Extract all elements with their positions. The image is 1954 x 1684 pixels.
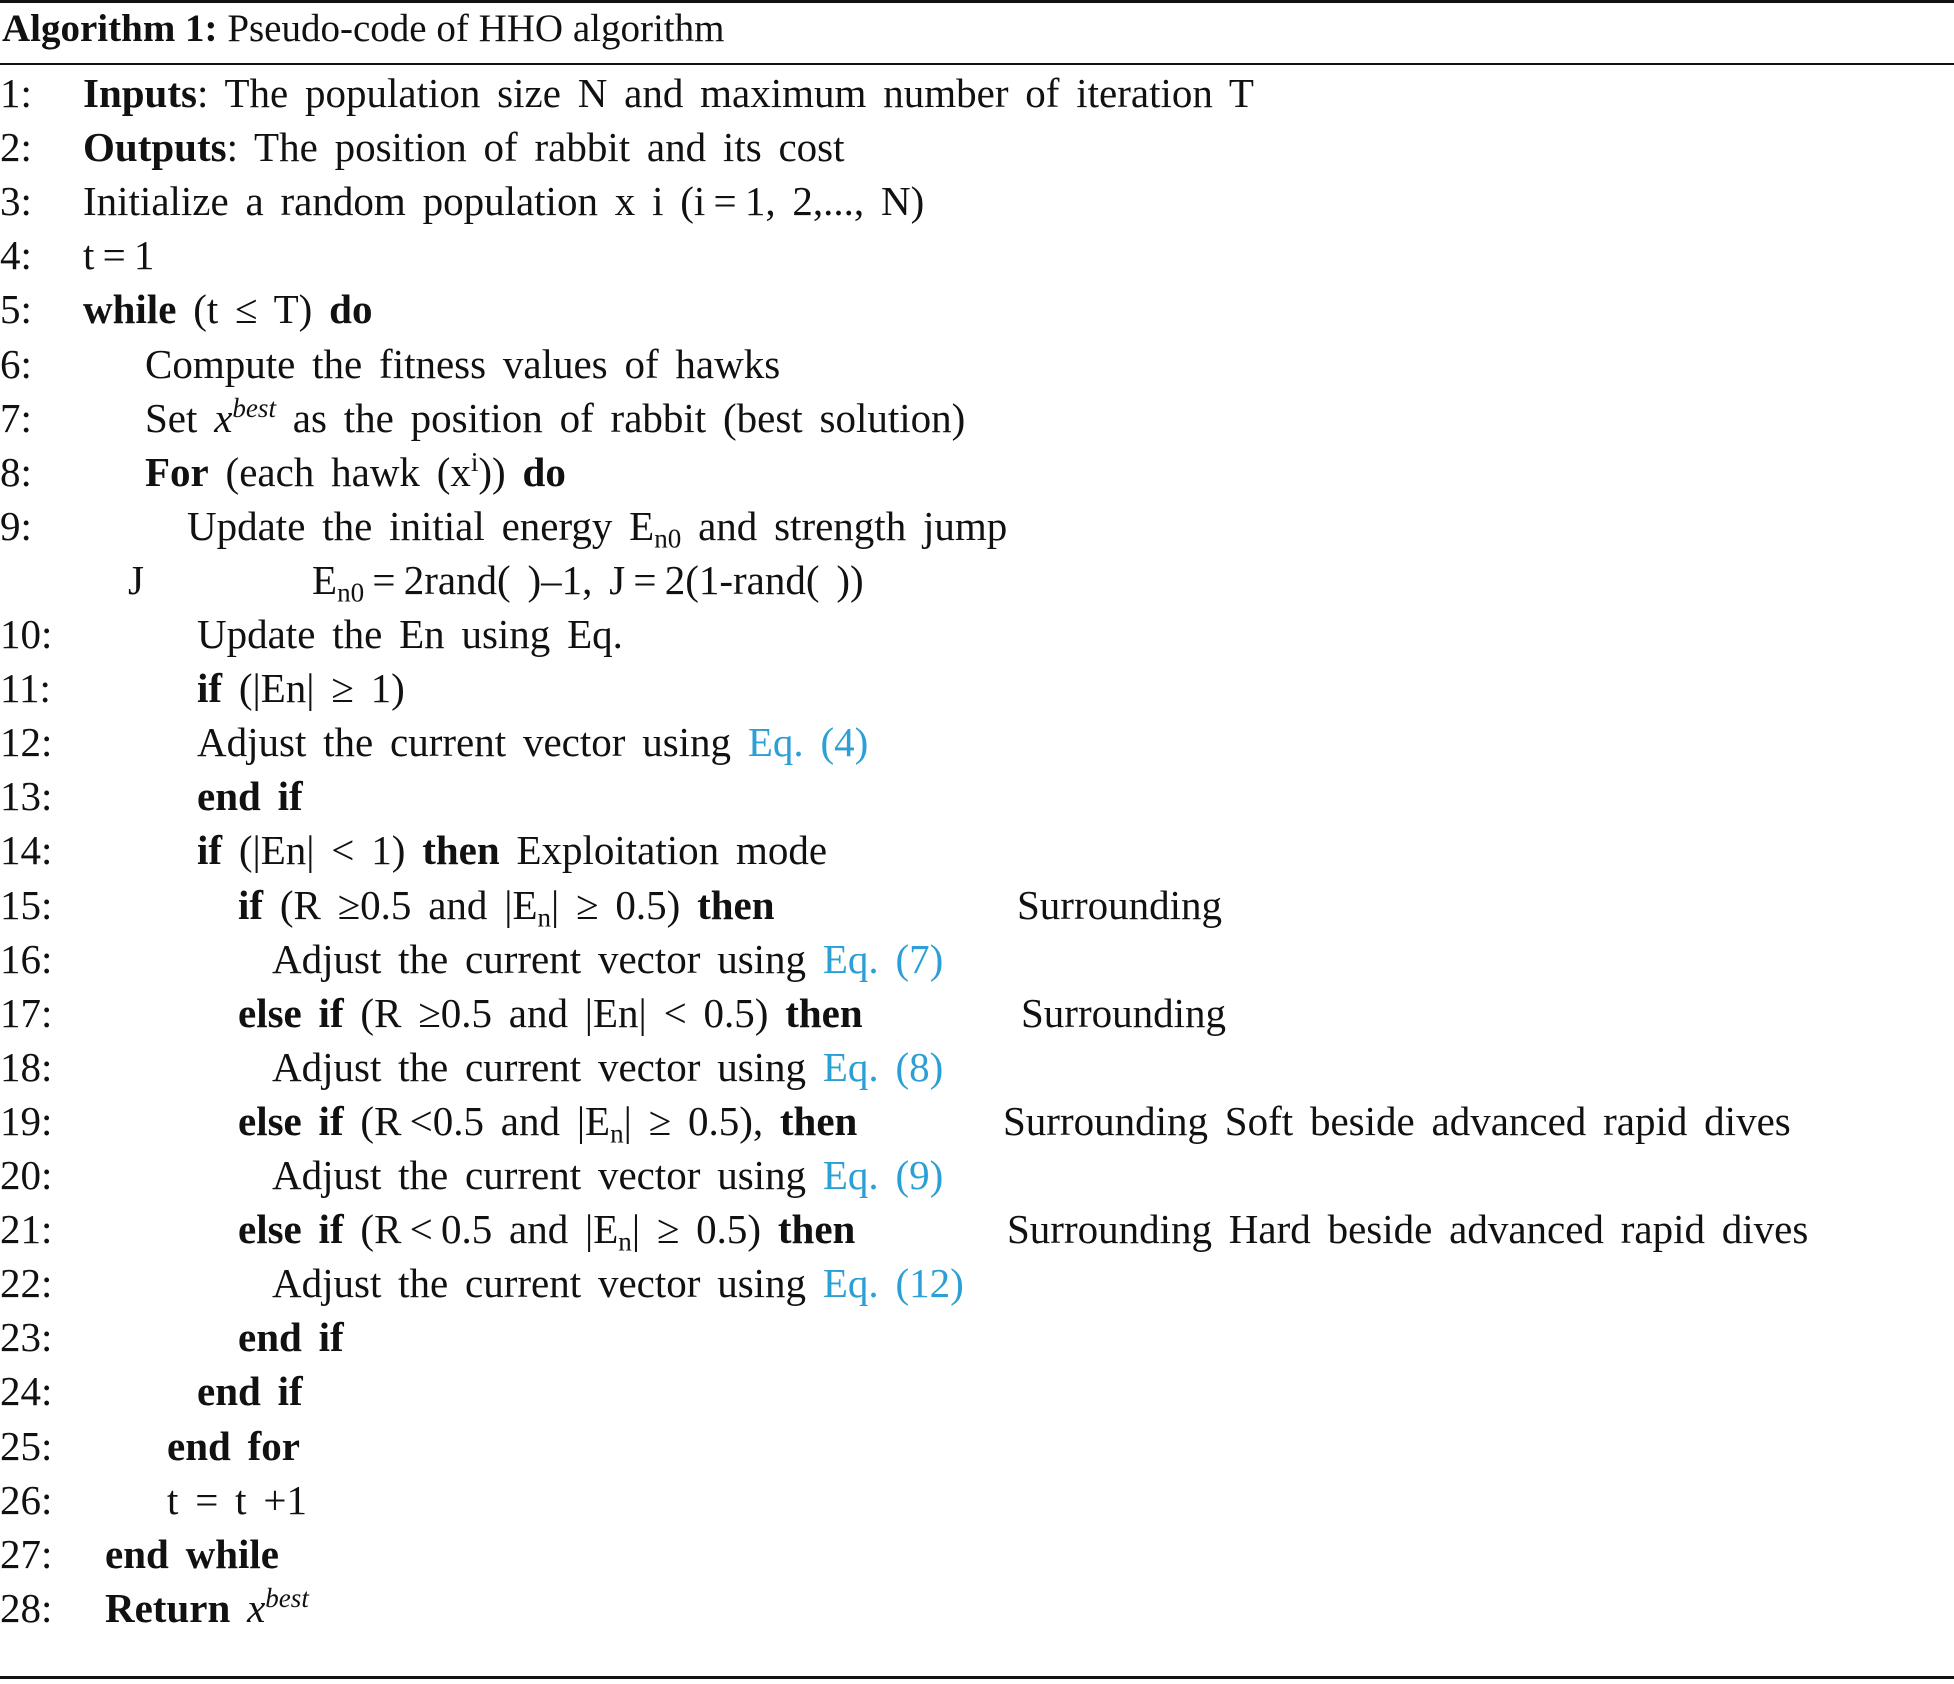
line-number: 21: — [0, 1206, 53, 1253]
line-text — [145, 337, 780, 391]
line-text — [238, 1094, 857, 1148]
code-text: x — [247, 1584, 266, 1631]
code-text: Update the En using Eq. — [197, 611, 623, 657]
keyword: if — [197, 665, 223, 712]
keyword: do — [522, 448, 566, 495]
code-text: Adjust the current vector using — [197, 719, 748, 766]
code-text: Adjust the current vector using — [272, 1043, 823, 1090]
line-number: 17: — [0, 989, 53, 1036]
code-text: n — [537, 902, 552, 933]
code-text: J E — [128, 556, 338, 603]
code-text: Adjust the current vector using — [272, 935, 823, 982]
line-number: 16: — [0, 935, 53, 982]
line-number: 18: — [0, 1043, 53, 1090]
line-text — [167, 1473, 307, 1527]
code-text: i — [470, 446, 479, 477]
line-text — [83, 66, 1254, 120]
line-text — [187, 499, 1007, 553]
line-text — [272, 932, 943, 986]
line-number: 22: — [0, 1260, 53, 1307]
keyword: if — [238, 881, 264, 928]
code-text: | ≥ 0.5) — [631, 1206, 778, 1253]
line-number: 19: — [0, 1097, 53, 1144]
code-text: Adjust the current vector using — [272, 1152, 823, 1198]
line-number: 25: — [0, 1422, 53, 1469]
keyword: end for — [167, 1422, 300, 1469]
line-number: 9: — [0, 502, 32, 549]
code-text: n0 — [654, 523, 682, 554]
line-number: 8: — [0, 448, 32, 495]
keyword: else if — [238, 989, 344, 1036]
mode-annotation: Surrounding Soft beside advanced rapid dives — [1003, 1097, 1791, 1144]
line-text — [105, 1581, 309, 1635]
keyword: then — [785, 989, 863, 1036]
keyword: do — [329, 286, 373, 333]
code-text: : The population size N and maximum number of iteration T — [196, 70, 1254, 116]
line-text — [145, 445, 566, 499]
line-text — [83, 228, 154, 282]
code-text: as the position of rabbit (best solution) — [275, 394, 966, 441]
keyword: while — [83, 286, 177, 333]
line-number: 4: — [0, 232, 32, 279]
code-text: n — [610, 1118, 624, 1149]
code-text: n — [618, 1226, 632, 1257]
line-text — [197, 607, 623, 661]
equation-link[interactable]: Eq. (8) — [822, 1043, 944, 1090]
line-number: 12: — [0, 719, 53, 766]
line-number: 20: — [0, 1152, 53, 1198]
line-number: 10: — [0, 611, 53, 657]
line-text — [272, 1040, 943, 1094]
line-number: 1: — [0, 70, 32, 116]
code-text: | ≥ 0.5) — [551, 881, 698, 928]
line-text — [83, 282, 372, 336]
line-text — [238, 986, 863, 1040]
algorithm-title: Pseudo-code of HHO algorithm — [227, 7, 725, 50]
code-text: n0 — [337, 577, 365, 608]
code-text: t = t +1 — [167, 1476, 307, 1523]
line-number: 26: — [0, 1476, 53, 1523]
equation-link[interactable]: Eq. (9) — [822, 1152, 944, 1198]
line-text — [197, 661, 405, 715]
line-text — [272, 1256, 964, 1310]
keyword: then — [422, 827, 500, 874]
line-text — [197, 769, 303, 823]
line-text — [83, 120, 845, 174]
keyword: Outputs — [83, 124, 227, 171]
code-text: best — [232, 392, 276, 423]
keyword: end if — [197, 1368, 303, 1415]
code-text: best — [265, 1582, 309, 1613]
keyword: Inputs — [83, 70, 197, 116]
code-text: (R < 0.5 and |E — [343, 1206, 619, 1253]
line-number: 13: — [0, 773, 53, 820]
line-number: 7: — [0, 394, 32, 441]
mode-annotation: Surrounding — [1021, 989, 1226, 1036]
line-text — [197, 1364, 303, 1418]
code-text: Compute the fitness values of hawks — [145, 340, 781, 387]
code-text: (R <0.5 and |E — [343, 1097, 611, 1144]
code-text: (R ≥0.5 and |E — [263, 881, 538, 928]
mode-annotation: Surrounding Hard beside advanced rapid dives — [1007, 1206, 1809, 1253]
line-number: 3: — [0, 178, 32, 225]
code-text: t = 1 — [83, 232, 155, 279]
code-text: = 2rand( )–1, J = 2(1-rand( )) — [364, 556, 864, 603]
mode-annotation: Surrounding — [1017, 881, 1222, 928]
line-number: 24: — [0, 1368, 53, 1415]
code-text: (each hawk (x — [208, 448, 471, 495]
code-text: : The position of rabbit and its cost — [226, 124, 845, 171]
line-text — [238, 1202, 855, 1256]
keyword: then — [777, 1206, 856, 1253]
equation-link[interactable]: Eq. (7) — [822, 935, 944, 982]
code-text: Initialize a random population x i (i = 1, 2,..., N) — [83, 178, 925, 225]
code-text — [230, 1585, 247, 1631]
line-text — [197, 715, 868, 769]
line-number: 11: — [0, 665, 51, 712]
code-text: Adjust the current vector using — [272, 1260, 823, 1307]
code-text: Update the initial energy E — [187, 502, 655, 549]
keyword: else if — [238, 1206, 344, 1253]
keyword: Return — [105, 1584, 231, 1631]
line-number: 27: — [0, 1530, 53, 1577]
line-text — [197, 823, 827, 877]
line-text — [145, 391, 965, 445]
top-rule — [0, 0, 1954, 3]
keyword: end if — [238, 1314, 344, 1361]
line-number: 2: — [0, 124, 32, 171]
keyword: if — [197, 827, 223, 874]
algorithm-label: Algorithm 1: — [2, 7, 218, 50]
code-text: and strength jump — [681, 502, 1008, 549]
bottom-rule — [0, 1676, 1954, 1679]
line-text — [272, 1148, 943, 1202]
keyword: else if — [238, 1097, 344, 1144]
code-text: Exploitation mode — [499, 827, 828, 874]
keyword: then — [779, 1097, 858, 1144]
line-text — [83, 174, 924, 228]
line-number: 23: — [0, 1314, 53, 1361]
equation-link[interactable]: Eq. (12) — [822, 1260, 964, 1307]
line-number: 28: — [0, 1584, 53, 1631]
code-text: (|En| < 1) — [222, 827, 423, 874]
line-text — [105, 1527, 279, 1581]
algorithm-caption — [2, 4, 724, 54]
equation-link[interactable]: Eq. (4) — [747, 719, 869, 766]
line-text — [128, 553, 864, 607]
code-text: | ≥ 0.5), — [623, 1097, 780, 1144]
line-number: 5: — [0, 286, 32, 333]
line-text — [238, 1310, 344, 1364]
keyword: end if — [197, 773, 303, 820]
line-number: 15: — [0, 881, 53, 928]
keyword: For — [145, 448, 209, 495]
line-text — [238, 878, 775, 932]
line-number: 14: — [0, 827, 53, 874]
code-text: (t ≤ T) — [176, 286, 330, 333]
line-number: 6: — [0, 340, 32, 387]
code-text: (|En| ≥ 1) — [222, 665, 405, 712]
caption-rule — [0, 63, 1954, 65]
line-text — [167, 1419, 300, 1473]
keyword: then — [697, 881, 775, 928]
code-text: (R ≥0.5 and |En| < 0.5) — [343, 989, 786, 1036]
code-text: Set — [145, 394, 215, 441]
code-text: )) — [478, 448, 523, 495]
keyword: end while — [105, 1530, 280, 1577]
code-text: x — [214, 394, 233, 441]
